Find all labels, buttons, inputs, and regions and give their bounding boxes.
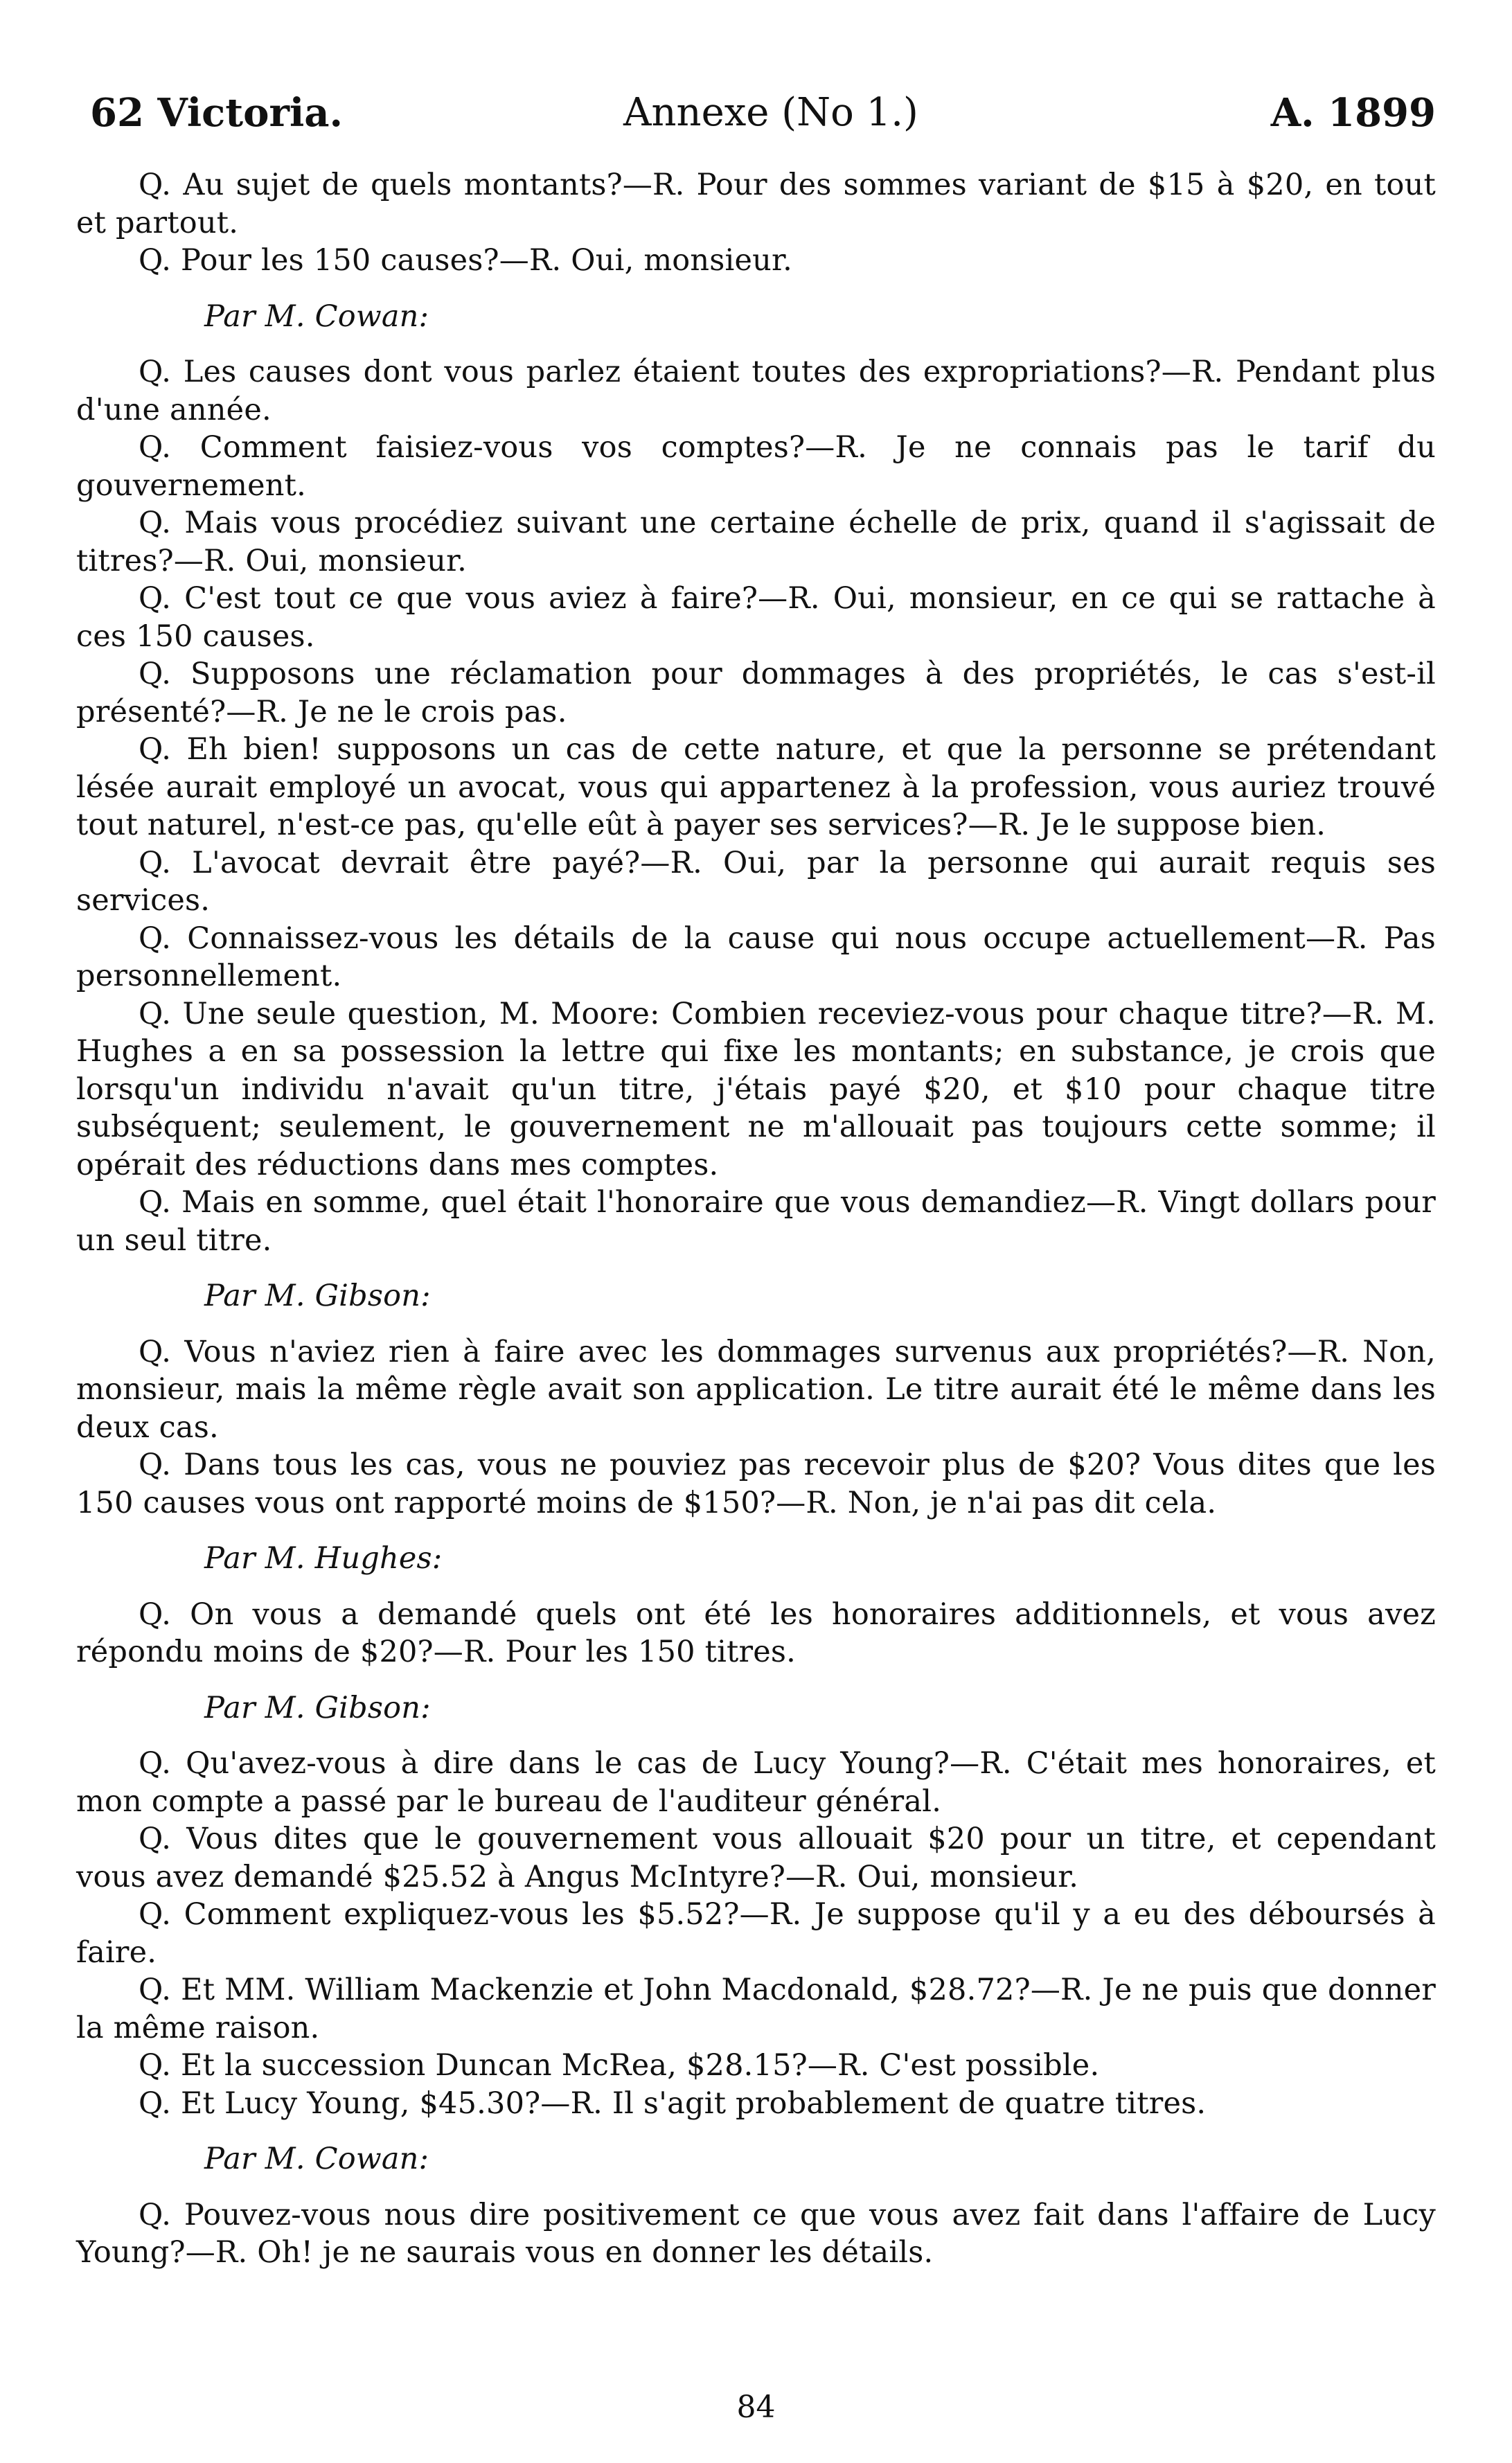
speaker-heading: Par M. Gibson: [204,1690,431,1725]
question-answer-paragraph: Q. Vous dites que le gouvernement vous allouait $20 pour un titre, et cependant vous avez demandé $25.52 à Angus McIntyre?—R. Oui, monsieur. [76,1822,1436,1894]
question-answer-paragraph: Q. Mais vous procédiez suivant une certaine échelle de prix, quand il s'agissait de titres?—R. Oui, monsieur. [76,506,1436,578]
question-answer-paragraph: Q. Vous n'aviez rien à faire avec les dommages survenus aux propriétés?—R. Non, monsieur, mais la même règle avait son application. Le titre aurait été le même dans les deux cas. [76,1334,1436,1445]
question-answer-paragraph: Q. Pouvez-vous nous dire positivement ce que vous avez fait dans l'affaire de Lucy Young?—R. Oh! je ne saurais vous en donner les détails. [76,2197,1436,2270]
question-answer-paragraph: Q. Comment expliquez-vous les $5.52?—R. Je suppose qu'il y a eu des déboursés à faire. [76,1897,1436,1970]
question-answer-paragraph: Q. Comment faisiez-vous vos comptes?—R. Je ne connais pas le tarif du gouvernement. [76,430,1436,503]
question-answer-paragraph: Q. Mais en somme, quel était l'honoraire que vous demandiez—R. Vingt dollars pour un seul titre. [76,1185,1436,1258]
question-answer-paragraph: Q. On vous a demandé quels ont été les honoraires additionnels, et vous avez répondu moins de $20?—R. Pour les 150 titres. [76,1597,1436,1669]
question-answer-paragraph: Q. Qu'avez-vous à dire dans le cas de Lucy Young?—R. C'était mes honoraires, et mon compte a passé par le bureau de l'auditeur général. [76,1746,1436,1819]
question-answer-paragraph: Q. L'avocat devrait être payé?—R. Oui, par la personne qui aurait requis ses services. [76,845,1436,918]
question-answer-paragraph: Q. Eh bien! supposons un cas de cette nature, et que la personne se prétendant lésée aurait employé un avocat, vous qui appartenez à la profession, vous auriez trouvé tout naturel, n'est-ce pas, qu'elle eût à payer ses services?—R. Je le suppose bien. [76,732,1436,842]
speaker-heading: Par M. Hughes: [204,1541,443,1576]
page-number: 84 [736,2390,776,2425]
header-session: 62 Victoria. [90,90,344,136]
speaker-heading: Par M. Gibson: [204,1279,431,1313]
speaker-heading: Par M. Cowan: [204,2142,429,2176]
speaker-heading: Par M. Cowan: [204,299,429,334]
question-answer-paragraph: Q. Et la succession Duncan McRea, $28.15?—R. C'est possible. [139,2048,1100,2083]
question-answer-paragraph: Q. Et Lucy Young, $45.30?—R. Il s'agit probablement de quatre titres. [139,2086,1207,2121]
testimony-body [76,166,1436,2272]
question-answer-paragraph: Q. Dans tous les cas, vous ne pouviez pas recevoir plus de $20? Vous dites que les 150 causes vous ont rapporté moins de $150?—R. Non, je n'ai pas dit cela. [76,1448,1436,1520]
question-answer-paragraph: Q. Connaissez-vous les détails de la cause qui nous occupe actuellement—R. Pas personnellement. [76,921,1436,993]
question-answer-paragraph: Q. C'est tout ce que vous aviez à faire?—R. Oui, monsieur, en ce qui se rattache à ces 150 causes. [76,581,1436,654]
question-answer-paragraph: Q. Une seule question, M. Moore: Combien receviez-vous pour chaque titre?—R. M. Hughes a en sa possession la lettre qui fixe les montants; en substance, je crois que lorsqu'un individu n'avait qu'un titre, j'étais payé $20, et $10 pour chaque titre subséquent; seulement, le gouvernement ne m'allouait pas toujours cette somme; il opérait des réductions dans mes comptes. [76,996,1436,1182]
question-answer-paragraph: Q. Supposons une réclamation pour dommages à des propriétés, le cas s'est-il présenté?—R. Je ne le crois pas. [76,657,1436,729]
header-annex: Annexe (No 1.) [623,90,918,135]
question-answer-paragraph: Q. Au sujet de quels montants?—R. Pour des sommes variant de $15 à $20, en tout et partout. [76,168,1436,240]
question-answer-paragraph: Q. Les causes dont vous parlez étaient toutes des expropriations?—R. Pendant plus d'une année. [76,355,1436,427]
question-answer-paragraph: Q. Et MM. William Mackenzie et John Macdonald, $28.72?—R. Je ne puis que donner la même raison. [76,1973,1436,2045]
running-header [76,90,1436,166]
header-year: A. 1899 [1270,90,1436,136]
question-answer-paragraph: Q. Pour les 150 causes?—R. Oui, monsieur. [139,243,792,278]
